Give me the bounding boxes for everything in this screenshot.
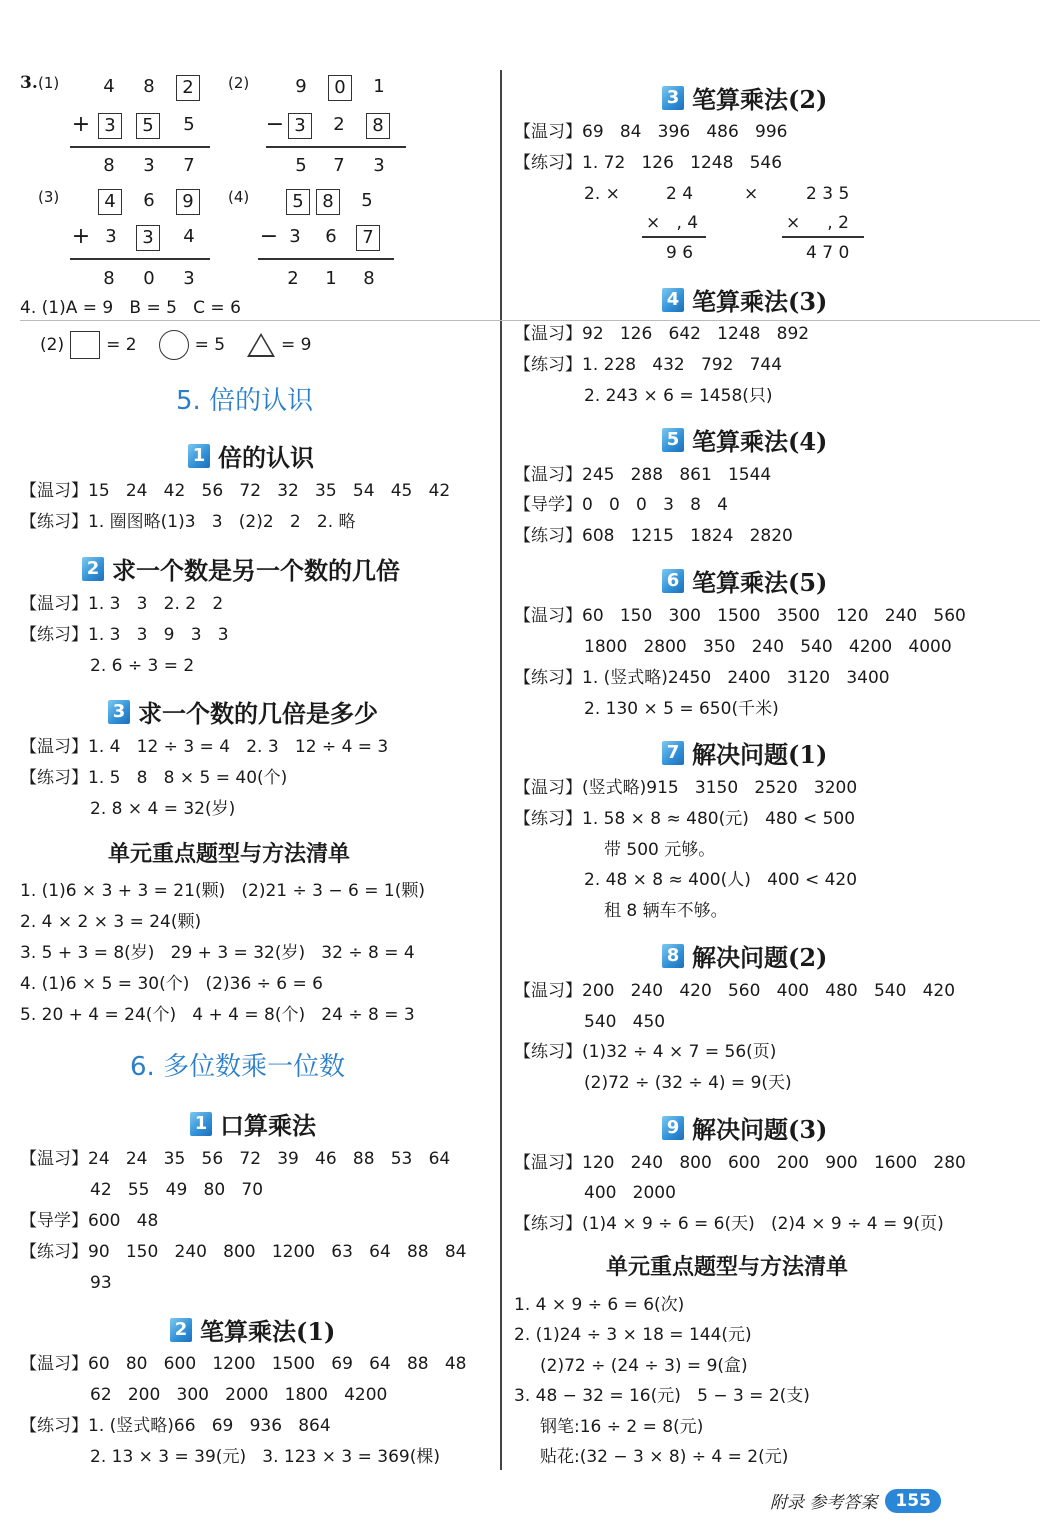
triangle-value: = 9 xyxy=(281,335,312,355)
text-line: 62 200 300 2000 1800 4200 xyxy=(90,1385,388,1405)
digit: 6 xyxy=(143,190,155,211)
section-title: 笔算乘法(1) xyxy=(200,1317,336,1346)
section-heading xyxy=(190,1106,316,1141)
section-title: 笔算乘法(3) xyxy=(692,287,828,316)
triangle-shape xyxy=(247,333,275,357)
circle-shape xyxy=(159,330,189,360)
sub-label-4: (4) xyxy=(228,188,250,206)
fold-line xyxy=(20,320,1040,321)
text-line: 【温习】60 150 300 1500 3500 120 240 560 xyxy=(514,606,966,626)
digit: 0 xyxy=(143,268,155,289)
digit: 7 xyxy=(183,155,195,176)
text-line: 2. 8 × 4 = 32(岁) xyxy=(90,799,236,819)
text-line: 租 8 辆车不够。 xyxy=(604,901,728,921)
text-line: 【温习】92 126 642 1248 892 xyxy=(514,324,810,344)
text-line: 2. (1)24 ÷ 3 × 18 = 144(元) xyxy=(514,1325,752,1345)
text-line: 2. 13 × 3 = 39(元) 3. 123 × 3 = 369(棵) xyxy=(90,1447,440,1467)
digit: 8 xyxy=(103,268,115,289)
section-heading xyxy=(108,694,378,729)
text-line: 【练习】1. 3 3 9 3 3 xyxy=(20,625,229,645)
plus-sign: + xyxy=(71,224,91,249)
minus-sign: − xyxy=(259,224,279,249)
text-line: 【温习】1. 4 12 ÷ 3 = 4 2. 3 12 ÷ 4 = 3 xyxy=(20,737,389,757)
text-line: 【练习】1. 5 8 8 × 5 = 40(个) xyxy=(20,768,288,788)
section-title: 解决问题(2) xyxy=(692,943,828,972)
mult-multiplier: × , 2 xyxy=(786,213,849,233)
minus-sign: − xyxy=(265,112,285,137)
section-title: 求一个数的几倍是多少 xyxy=(138,699,378,728)
mult-line xyxy=(782,236,864,238)
section-number-badge: 9 xyxy=(662,1116,684,1140)
text-line: 2. 243 × 6 = 1458(只) xyxy=(584,386,773,406)
section-number-badge: 3 xyxy=(108,700,130,724)
digit-box: 8 xyxy=(316,189,340,215)
text-line: 【练习】90 150 240 800 1200 63 64 88 84 xyxy=(20,1242,467,1262)
difference-line xyxy=(258,258,394,260)
digit: 9 xyxy=(295,76,307,97)
text-line: 【导学】600 48 xyxy=(20,1211,159,1231)
digit: 4 xyxy=(183,226,195,247)
page-footer xyxy=(770,1488,941,1513)
text-line: 540 450 xyxy=(584,1012,666,1032)
difference-line xyxy=(266,146,406,148)
section-number-badge: 1 xyxy=(188,444,210,468)
mult-top: 2 3 5 xyxy=(806,184,850,204)
section-number-badge: 1 xyxy=(190,1112,212,1136)
mult-line xyxy=(642,236,706,238)
section-heading xyxy=(662,1110,827,1145)
square-shape xyxy=(70,331,100,359)
text-line: 2. 4 × 2 × 3 = 24(颗) xyxy=(20,912,202,932)
digit: 3 xyxy=(105,226,117,247)
text-line: 93 xyxy=(90,1273,112,1293)
text-line: 【温习】245 288 861 1544 xyxy=(514,465,772,485)
digit: 5 xyxy=(361,190,373,211)
text-line: 【温习】69 84 396 486 996 xyxy=(514,122,788,142)
text-line: 1800 2800 350 240 540 4200 4000 xyxy=(584,637,952,657)
section-heading xyxy=(170,1312,335,1347)
section-heading xyxy=(188,438,314,473)
text-line: 400 2000 xyxy=(584,1183,676,1203)
section-title: 笔算乘法(4) xyxy=(692,427,828,456)
plus-sign: + xyxy=(71,112,91,137)
digit-box: 5 xyxy=(286,189,310,215)
column-divider xyxy=(500,70,502,1470)
digit: 3 xyxy=(143,155,155,176)
section-heading xyxy=(662,80,827,115)
section-heading xyxy=(662,563,827,598)
section-heading xyxy=(82,551,400,586)
section-number-badge: 8 xyxy=(662,944,684,968)
text-line: 贴花:(32 − 3 × 8) ÷ 4 = 2(元) xyxy=(540,1447,789,1467)
text-line: 【练习】1. 72 126 1248 546 xyxy=(514,153,783,173)
text-line: 【练习】1. 58 × 8 ≈ 480(元) 480 < 500 xyxy=(514,809,856,829)
text-line: 【温习】60 80 600 1200 1500 69 64 88 48 xyxy=(20,1354,467,1374)
text-line: 【练习】(1)4 × 9 ÷ 6 = 6(天) (2)4 × 9 ÷ 4 = 9(页) xyxy=(514,1214,944,1234)
text-line: (2)72 ÷ (32 ÷ 4) = 9(天) xyxy=(584,1073,792,1093)
text-line: × xyxy=(744,184,759,204)
digit-box: 4 xyxy=(98,189,122,215)
q4-sub-label: (2) xyxy=(40,335,65,355)
digit-box: 3 xyxy=(136,225,160,251)
square-value: = 2 xyxy=(106,335,137,355)
text-line: 带 500 元够。 xyxy=(604,840,716,860)
summary-heading: 单元重点题型与方法清单 xyxy=(108,841,351,867)
text-line: 5. 20 + 4 = 24(个) 4 + 4 = 8(个) 24 ÷ 8 = 3 xyxy=(20,1005,415,1025)
digit-box: 5 xyxy=(136,113,160,139)
section-title: 口算乘法 xyxy=(220,1111,316,1140)
text-line: 2. × xyxy=(584,184,620,204)
section-title: 解决问题(1) xyxy=(692,740,828,769)
digit: 3 xyxy=(289,226,301,247)
digit-box: 2 xyxy=(176,75,200,101)
unit-title-5: 5. 倍的认识 xyxy=(176,386,314,416)
text-line: 3. 48 − 32 = 16(元) 5 − 3 = 2(支) xyxy=(514,1386,810,1406)
section-number-badge: 7 xyxy=(662,741,684,765)
section-heading xyxy=(662,422,827,457)
text-line: 【温习】15 24 42 56 72 32 35 54 45 42 xyxy=(20,481,451,501)
page-number-badge: 155 xyxy=(885,1489,941,1513)
digit: 2 xyxy=(287,268,299,289)
digit: 8 xyxy=(103,155,115,176)
section-title: 解决问题(3) xyxy=(692,1115,828,1144)
q4-part1: 4. (1)A = 9 B = 5 C = 6 xyxy=(20,298,241,318)
digit-box: 3 xyxy=(98,113,122,139)
digit: 8 xyxy=(143,76,155,97)
text-line: 钢笔:16 ÷ 2 = 8(元) xyxy=(540,1417,704,1437)
section-title: 求一个数是另一个数的几倍 xyxy=(112,556,400,585)
sum-line xyxy=(70,146,210,148)
mult-result: 4 7 0 xyxy=(806,243,850,263)
section-heading xyxy=(662,282,827,317)
mult-top: 2 4 xyxy=(666,184,694,204)
section-number-badge: 4 xyxy=(662,288,684,312)
digit: 3 xyxy=(183,268,195,289)
section-number-badge: 6 xyxy=(662,569,684,593)
section-number-badge: 2 xyxy=(170,1318,192,1342)
text-line: 【导学】0 0 0 3 8 4 xyxy=(514,495,728,515)
digit-box: 7 xyxy=(356,225,380,251)
section-heading xyxy=(662,735,827,770)
text-line: 【温习】24 24 35 56 72 39 46 88 53 64 xyxy=(20,1149,451,1169)
section-number-badge: 3 xyxy=(662,86,684,110)
text-line: 3. 5 + 3 = 8(岁) 29 + 3 = 32(岁) 32 ÷ 8 = 4 xyxy=(20,943,415,963)
text-line: 【温习】200 240 420 560 400 480 540 420 xyxy=(514,981,956,1001)
text-line: 【练习】1. 228 432 792 744 xyxy=(514,355,783,375)
footer-label: 附录 参考答案 xyxy=(770,1493,878,1513)
section-title: 笔算乘法(2) xyxy=(692,85,828,114)
q3-label: 3. xyxy=(20,73,38,93)
text-line: 【练习】(1)32 ÷ 4 × 7 = 56(页) xyxy=(514,1042,777,1062)
text-line: 【温习】1. 3 3 2. 2 2 xyxy=(20,594,224,614)
digit: 2 xyxy=(333,114,345,135)
section-heading xyxy=(662,938,827,973)
digit-box: 3 xyxy=(288,113,312,139)
digit: 7 xyxy=(333,155,345,176)
digit-box: 8 xyxy=(366,113,390,139)
sub-label-3: (3) xyxy=(38,188,60,206)
text-line: 【练习】1. (竖式略)2450 2400 3120 3400 xyxy=(514,668,890,688)
text-line: 2. 48 × 8 ≈ 400(人) 400 < 420 xyxy=(584,870,858,890)
text-line: 【练习】1. (竖式略)66 69 936 864 xyxy=(20,1416,331,1436)
text-line: 42 55 49 80 70 xyxy=(90,1180,264,1200)
sum-line xyxy=(70,258,210,260)
digit: 1 xyxy=(373,76,385,97)
digit: 5 xyxy=(183,114,195,135)
digit: 1 xyxy=(325,268,337,289)
digit-box: 0 xyxy=(328,75,352,101)
text-line: 1. 4 × 9 ÷ 6 = 6(次) xyxy=(514,1295,685,1315)
digit: 5 xyxy=(295,155,307,176)
text-line: 4. (1)6 × 5 = 30(个) (2)36 ÷ 6 = 6 xyxy=(20,974,323,994)
mult-result: 9 6 xyxy=(666,243,694,263)
section-title: 笔算乘法(5) xyxy=(692,568,828,597)
q4-part2 xyxy=(40,330,312,360)
text-line: (2)72 ÷ (24 ÷ 3) = 9(盒) xyxy=(540,1356,748,1376)
text-line: 【练习】608 1215 1824 2820 xyxy=(514,526,793,546)
text-line: 【温习】(竖式略)915 3150 2520 3200 xyxy=(514,778,858,798)
sub-label-1: (1) xyxy=(38,74,60,92)
text-line: 【练习】1. 圈图略(1)3 3 (2)2 2 2. 略 xyxy=(20,512,356,532)
summary-heading: 单元重点题型与方法清单 xyxy=(606,1254,849,1280)
section-title: 倍的认识 xyxy=(218,443,314,472)
digit: 4 xyxy=(103,76,115,97)
text-line: 1. (1)6 × 3 + 3 = 21(颗) (2)21 ÷ 3 − 6 = 1(颗) xyxy=(20,881,425,901)
text-line: 2. 6 ÷ 3 = 2 xyxy=(90,656,195,676)
digit: 8 xyxy=(363,268,375,289)
digit: 6 xyxy=(325,226,337,247)
unit-title-6: 6. 多位数乘一位数 xyxy=(130,1052,346,1082)
mult-multiplier: × , 4 xyxy=(646,213,699,233)
text-line: 2. 130 × 5 = 650(千米) xyxy=(584,699,779,719)
digit-box: 9 xyxy=(176,189,200,215)
digit: 3 xyxy=(373,155,385,176)
section-number-badge: 2 xyxy=(82,557,104,581)
circle-value: = 5 xyxy=(194,335,226,355)
text-line: 【温习】120 240 800 600 200 900 1600 280 xyxy=(514,1153,966,1173)
sub-label-2: (2) xyxy=(228,74,250,92)
section-number-badge: 5 xyxy=(662,428,684,452)
